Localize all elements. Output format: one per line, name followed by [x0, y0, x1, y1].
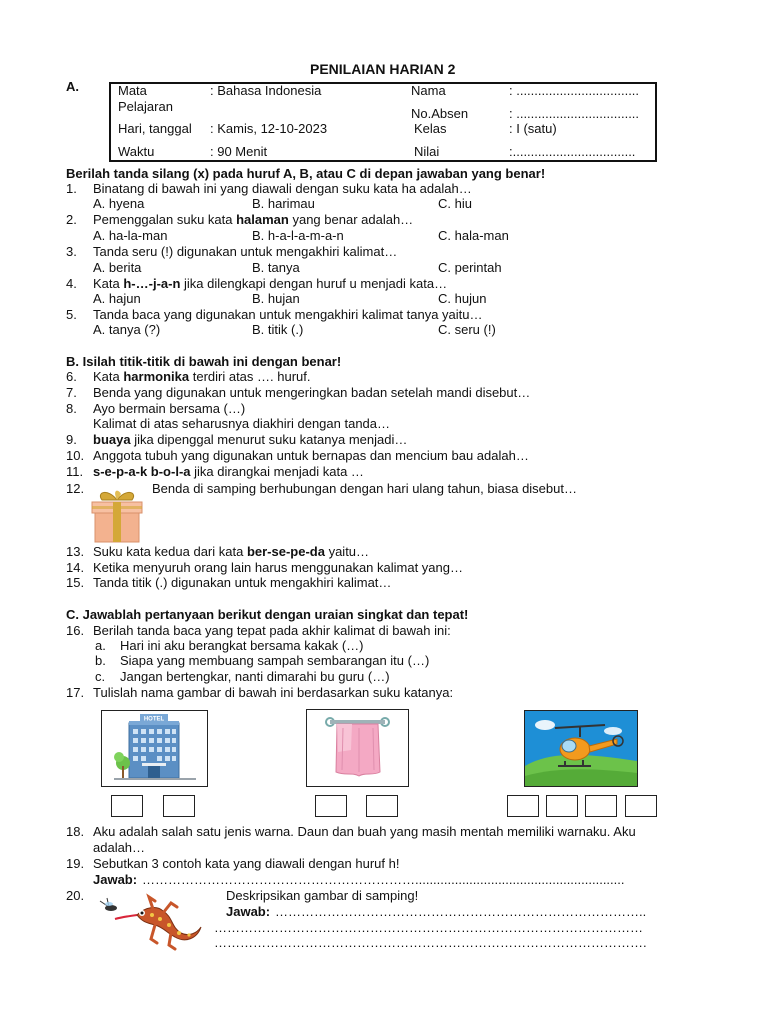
- q8-text: Ayo bermain bersama (…): [93, 401, 246, 416]
- q5-text: Tanda baca yang digunakan untuk mengakhiri kalimat tanya yaitu…: [93, 307, 483, 322]
- section-a-instruction: Berilah tanda silang (x) pada huruf A, B, atau C di depan jawaban yang benar!: [66, 166, 546, 181]
- towel-picture: [306, 709, 409, 787]
- q14-number: 14.: [66, 560, 85, 575]
- q10-text: Anggota tubuh yang digunakan untuk bernapas dan mencium bau adalah…: [93, 448, 529, 463]
- q10-number: 10.: [66, 448, 85, 463]
- q16a-label: a.: [95, 638, 106, 653]
- q16b-text: Siapa yang membuang sampah sembarangan itu (…): [120, 653, 430, 668]
- nama-field[interactable]: : ..................................: [509, 83, 640, 98]
- q16c-text: Jangan bertengkar, nanti dimarahi bu guru (…): [120, 669, 390, 684]
- q18-text-2: adalah…: [93, 840, 146, 855]
- q7-number: 7.: [66, 385, 77, 400]
- q14-text: Ketika menyuruh orang lain harus menggunakan kalimat yang…: [93, 560, 463, 575]
- q20-number: 20.: [66, 888, 85, 903]
- kelas-value: : I (satu): [509, 121, 557, 136]
- q2-text: Pemenggalan suku kata halaman yang benar adalah…: [93, 212, 414, 227]
- helicopter-syllable-box-2[interactable]: [546, 795, 578, 817]
- q20-text: Deskripsikan gambar di samping!: [226, 888, 419, 903]
- q13-number: 13.: [66, 544, 85, 559]
- q19-jawab-label: Jawab:: [93, 872, 138, 887]
- waktu-value: : 90 Menit: [210, 144, 268, 159]
- q4-text: Kata h-…-j-a-n jika dilengkapi dengan huruf u menjadi kata…: [93, 276, 448, 291]
- hotel-picture: [101, 710, 208, 787]
- mata-label: Mata: [118, 83, 147, 98]
- q4-option-b[interactable]: B. hujan: [252, 291, 300, 306]
- noabsen-field[interactable]: : ..................................: [509, 106, 640, 121]
- waktu-label: Waktu: [118, 144, 155, 159]
- q5-number: 5.: [66, 307, 77, 322]
- q12-text: Benda di samping berhubungan dengan hari ulang tahun, biasa disebut…: [152, 481, 577, 496]
- q15-number: 15.: [66, 575, 85, 590]
- q16-text: Berilah tanda baca yang tepat pada akhir kalimat di bawah ini:: [93, 623, 451, 638]
- q2-option-a[interactable]: A. ha-la-man: [93, 228, 168, 243]
- q2-number: 2.: [66, 212, 77, 227]
- q20-answer-line-1[interactable]: …………………………………………………………………………..: [275, 904, 647, 919]
- hotel-syllable-box-2[interactable]: [163, 795, 195, 817]
- q9-text: buaya jika dipenggal menurut suku katanya menjadi…: [93, 432, 408, 447]
- nilai-label: Nilai: [414, 144, 440, 159]
- section-a-marker: A.: [66, 79, 79, 94]
- hari-value: : Kamis, 12-10-2023: [210, 121, 328, 136]
- gecko-and-mosquito-image: [97, 893, 205, 951]
- q5-option-b[interactable]: B. titik (.): [252, 322, 304, 337]
- q20-answer-line-2[interactable]: ………………………………………………………………………………………: [214, 920, 643, 935]
- q3-option-b[interactable]: B. tanya: [252, 260, 300, 275]
- q20-jawab-label: Jawab:: [226, 904, 271, 919]
- hotel-syllable-box-1[interactable]: [111, 795, 143, 817]
- q11-number: 11.: [66, 464, 84, 479]
- q16b-label: b.: [95, 653, 106, 668]
- q19-text: Sebutkan 3 contoh kata yang diawali dengan huruf h!: [93, 856, 400, 871]
- towel-syllable-box-2[interactable]: [366, 795, 398, 817]
- q16-number: 16.: [66, 623, 85, 638]
- helicopter-syllable-box-3[interactable]: [585, 795, 617, 817]
- q4-option-c[interactable]: C. hujun: [438, 291, 487, 306]
- q6-number: 6.: [66, 369, 77, 384]
- q1-text: Binatang di bawah ini yang diawali dengan suku kata ha adalah…: [93, 181, 472, 196]
- noabsen-label: No.Absen: [411, 106, 469, 121]
- q5-option-c[interactable]: C. seru (!): [438, 322, 496, 337]
- q4-option-a[interactable]: A. hajun: [93, 291, 141, 306]
- kelas-label: Kelas: [414, 121, 447, 136]
- towel-syllable-box-1[interactable]: [315, 795, 347, 817]
- q8-text-2: Kalimat di atas seharusnya diakhiri dengan tanda…: [93, 416, 391, 431]
- q13-text: Suku kata kedua dari kata ber-se-pe-da yaitu…: [93, 544, 370, 559]
- q1-number: 1.: [66, 181, 77, 196]
- q16c-label: c.: [95, 669, 106, 684]
- q5-option-a[interactable]: A. tanya (?): [93, 322, 161, 337]
- hotel-sign-text: HOTEL: [143, 716, 165, 723]
- q16a-text: Hari ini aku berangkat bersama kakak (…): [120, 638, 364, 653]
- q18-number: 18.: [66, 824, 85, 839]
- q9-number: 9.: [66, 432, 77, 447]
- mata-value: : Bahasa Indonesia: [210, 83, 322, 98]
- helicopter-syllable-box-1[interactable]: [507, 795, 539, 817]
- q12-number: 12.: [66, 481, 85, 496]
- helicopter-picture: [524, 710, 638, 787]
- q19-answer-line[interactable]: ………………………………………………………..........................................................: [142, 872, 625, 887]
- q3-text: Tanda seru (!) digunakan untuk mengakhiri kalimat…: [93, 244, 398, 259]
- section-c-heading: C. Jawablah pertanyaan berikut dengan uraian singkat dan tepat!: [66, 607, 469, 622]
- q1-option-a[interactable]: A. hyena: [93, 196, 145, 211]
- q8-number: 8.: [66, 401, 77, 416]
- q6-text: Kata harmonika terdiri atas …. huruf.: [93, 369, 311, 384]
- q3-number: 3.: [66, 244, 77, 259]
- q4-number: 4.: [66, 276, 77, 291]
- q1-option-b[interactable]: B. harimau: [252, 196, 315, 211]
- hari-label: Hari, tanggal: [118, 121, 192, 136]
- q18-text: Aku adalah salah satu jenis warna. Daun dan buah yang masih mentah memiliki warnaku. Aku: [93, 824, 636, 839]
- nama-label: Nama: [411, 83, 446, 98]
- q20-answer-line-3[interactable]: ……………………………………………………………………………………….: [214, 935, 647, 950]
- q3-option-c[interactable]: C. perintah: [438, 260, 502, 275]
- q11-text: s-e-p-a-k b-o-l-a jika dirangkai menjadi kata …: [93, 464, 364, 479]
- pelajaran-label: Pelajaran: [118, 99, 173, 114]
- q2-option-b[interactable]: B. h-a-l-a-m-a-n: [252, 228, 344, 243]
- gift-box-image: [88, 486, 146, 544]
- section-b-heading: B. Isilah titik-titik di bawah ini dengan benar!: [66, 354, 342, 369]
- page-title: PENILAIAN HARIAN 2: [310, 61, 456, 77]
- q19-number: 19.: [66, 856, 85, 871]
- q7-text: Benda yang digunakan untuk mengeringkan badan setelah mandi disebut…: [93, 385, 531, 400]
- q1-option-c[interactable]: C. hiu: [438, 196, 472, 211]
- helicopter-syllable-box-4[interactable]: [625, 795, 657, 817]
- q17-number: 17.: [66, 685, 85, 700]
- q2-option-c[interactable]: C. hala-man: [438, 228, 509, 243]
- q15-text: Tanda titik (.) digunakan untuk mengakhiri kalimat…: [93, 575, 392, 590]
- q3-option-a[interactable]: A. berita: [93, 260, 142, 275]
- q17-text: Tulislah nama gambar di bawah ini berdasarkan suku katanya:: [93, 685, 454, 700]
- nilai-field[interactable]: :..................................: [509, 144, 636, 159]
